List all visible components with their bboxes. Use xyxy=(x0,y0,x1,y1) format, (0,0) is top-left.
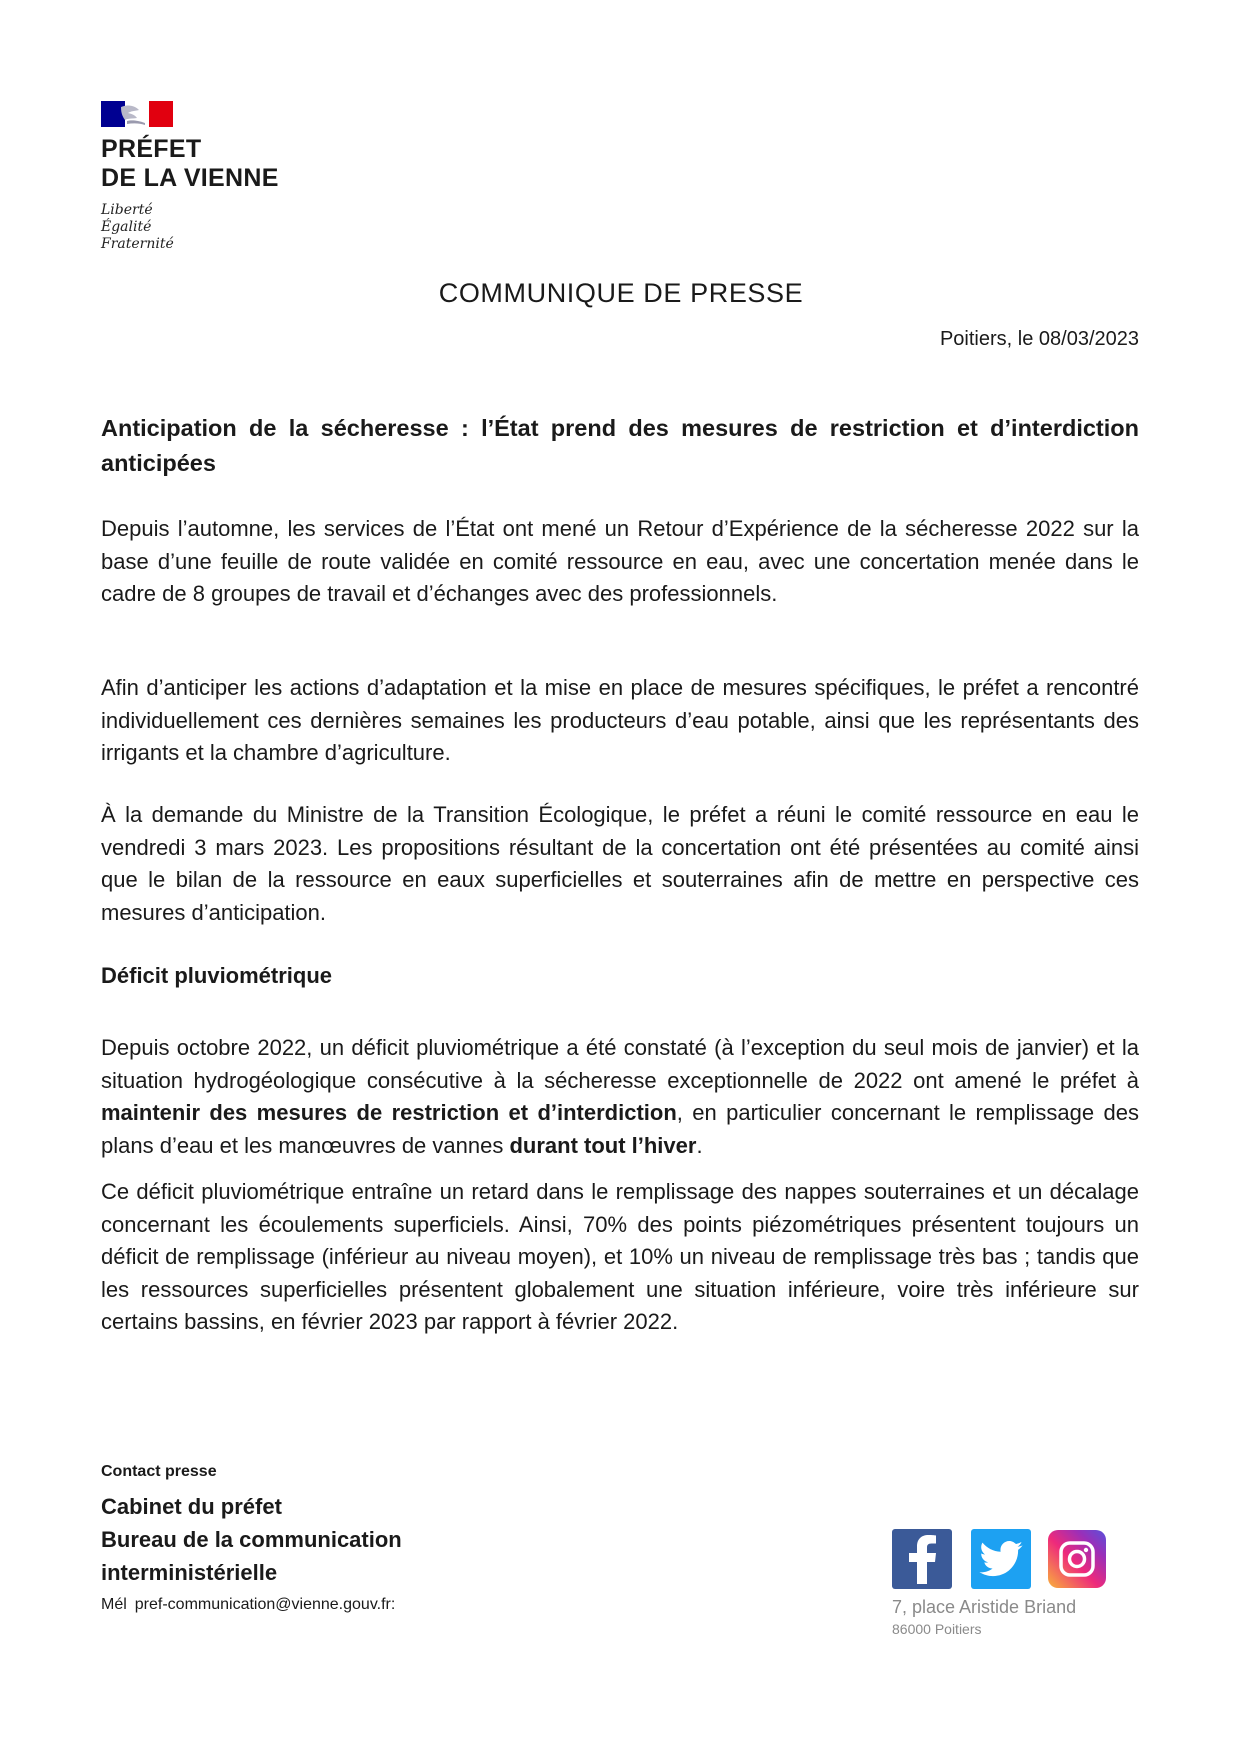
brand-line-2: DE LA VIENNE xyxy=(101,164,279,192)
contact-mail xyxy=(101,1596,403,1614)
contact-line-1: Cabinet du préfet xyxy=(101,1494,282,1519)
paragraph-4-text-1: Depuis octobre 2022, un déficit pluviométrique a été constaté (à l’exception du seul mois de janvier) et la situation hydrogéologique consécutive à la sécheresse exceptionnelle de 2022 ont amené le préfet à xyxy=(101,1035,1139,1093)
mail-label: Mél xyxy=(101,1596,127,1613)
prefecture-logo xyxy=(101,101,331,253)
brand-name xyxy=(101,135,331,193)
contact-label: Contact presse xyxy=(101,1463,217,1480)
brand-line-1: PRÉFET xyxy=(101,135,202,163)
instagram-icon[interactable] xyxy=(1048,1530,1106,1588)
address-line-1: 7, place Aristide Briand xyxy=(892,1597,1077,1617)
paragraph-2: Afin d’anticiper les actions d’adaptation et la mise en place de mesures spécifiques, le préfet a rencontré individuellement ces dernières semaines les producteurs d’eau potable, ainsi que les représentants des irrigants et la chambre d’agriculture. xyxy=(101,675,1139,765)
facebook-icon[interactable] xyxy=(892,1529,952,1589)
paragraph-3: À la demande du Ministre de la Transition Écologique, le préfet a réuni le comité ressource en eau le vendredi 3 mars 2023. Les propositions résultant de la concertation ont été présentées au comité ainsi que le bilan de la ressource en eaux superficielles et souterraines afin de mettre en perspective ces mesures d’anticipation. xyxy=(101,802,1139,925)
marianne-flag-icon xyxy=(101,101,173,127)
republic-motto xyxy=(101,202,331,253)
motto-liberte: Liberté xyxy=(101,202,153,218)
paragraph-4-bold-1: maintenir des mesures de restriction et d’interdiction xyxy=(101,1100,677,1125)
paragraph-4-text-3: . xyxy=(696,1132,703,1158)
instagram-camera-icon xyxy=(1057,1539,1097,1579)
motto-egalite: Égalité xyxy=(101,219,152,235)
paragraph-1: Depuis l’automne, les services de l’État ont mené un Retour d’Expérience de la sécheresse 2022 sur la base d’une feuille de route validée en comité ressource en eau, avec une concertation menée dans le cadre de 8 groupes de travail et d’échanges avec des professionnels. xyxy=(101,516,1139,606)
contact-line-3: interministérielle xyxy=(101,1560,278,1585)
paragraph-4 xyxy=(101,1032,1139,1162)
paragraph-5: Ce déficit pluviométrique entraîne un retard dans le remplissage des nappes souterraines et un décalage concernant les écoulements superficiels. Ainsi, 70% des points piézométriques présentent toujours un déficit de remplissage (inférieur au niveau moyen), et 10% un niveau de remplissage très bas ; tandis que les ressources superficielles présentent globalement une situation inférieure, voire très inférieure sur certains bassins, en février 2023 par rapport à février 2022. xyxy=(101,1179,1139,1334)
facebook-glyph-icon xyxy=(904,1534,940,1584)
contact-names xyxy=(101,1490,402,1589)
motto-fraternite: Fraternité xyxy=(101,236,174,252)
mail-link[interactable]: pref-communication@vienne.gouv.fr: xyxy=(134,1596,396,1613)
contact-line-2: Bureau de la communication xyxy=(101,1527,402,1552)
document-type: COMMUNIQUE DE PRESSE xyxy=(438,278,804,308)
twitter-icon[interactable] xyxy=(971,1529,1031,1589)
address-line-2: 86000 Poitiers xyxy=(892,1621,982,1637)
headline: Anticipation de la sécheresse : l’État prend des mesures de restriction et d’interdiction anticipées xyxy=(101,415,1139,476)
twitter-bird-icon xyxy=(979,1541,1023,1577)
prefecture-address xyxy=(892,1597,1076,1638)
paragraph-4-text-2: , en particulier concernant le remplissage des plans d’eau et les manœuvres de vannes xyxy=(101,1100,1139,1158)
document-date: Poitiers, le 08/03/2023 xyxy=(939,328,1139,350)
subheading-deficit: Déficit pluviométrique xyxy=(101,963,333,988)
paragraph-4-bold-2: durant tout l’hiver xyxy=(509,1132,697,1158)
